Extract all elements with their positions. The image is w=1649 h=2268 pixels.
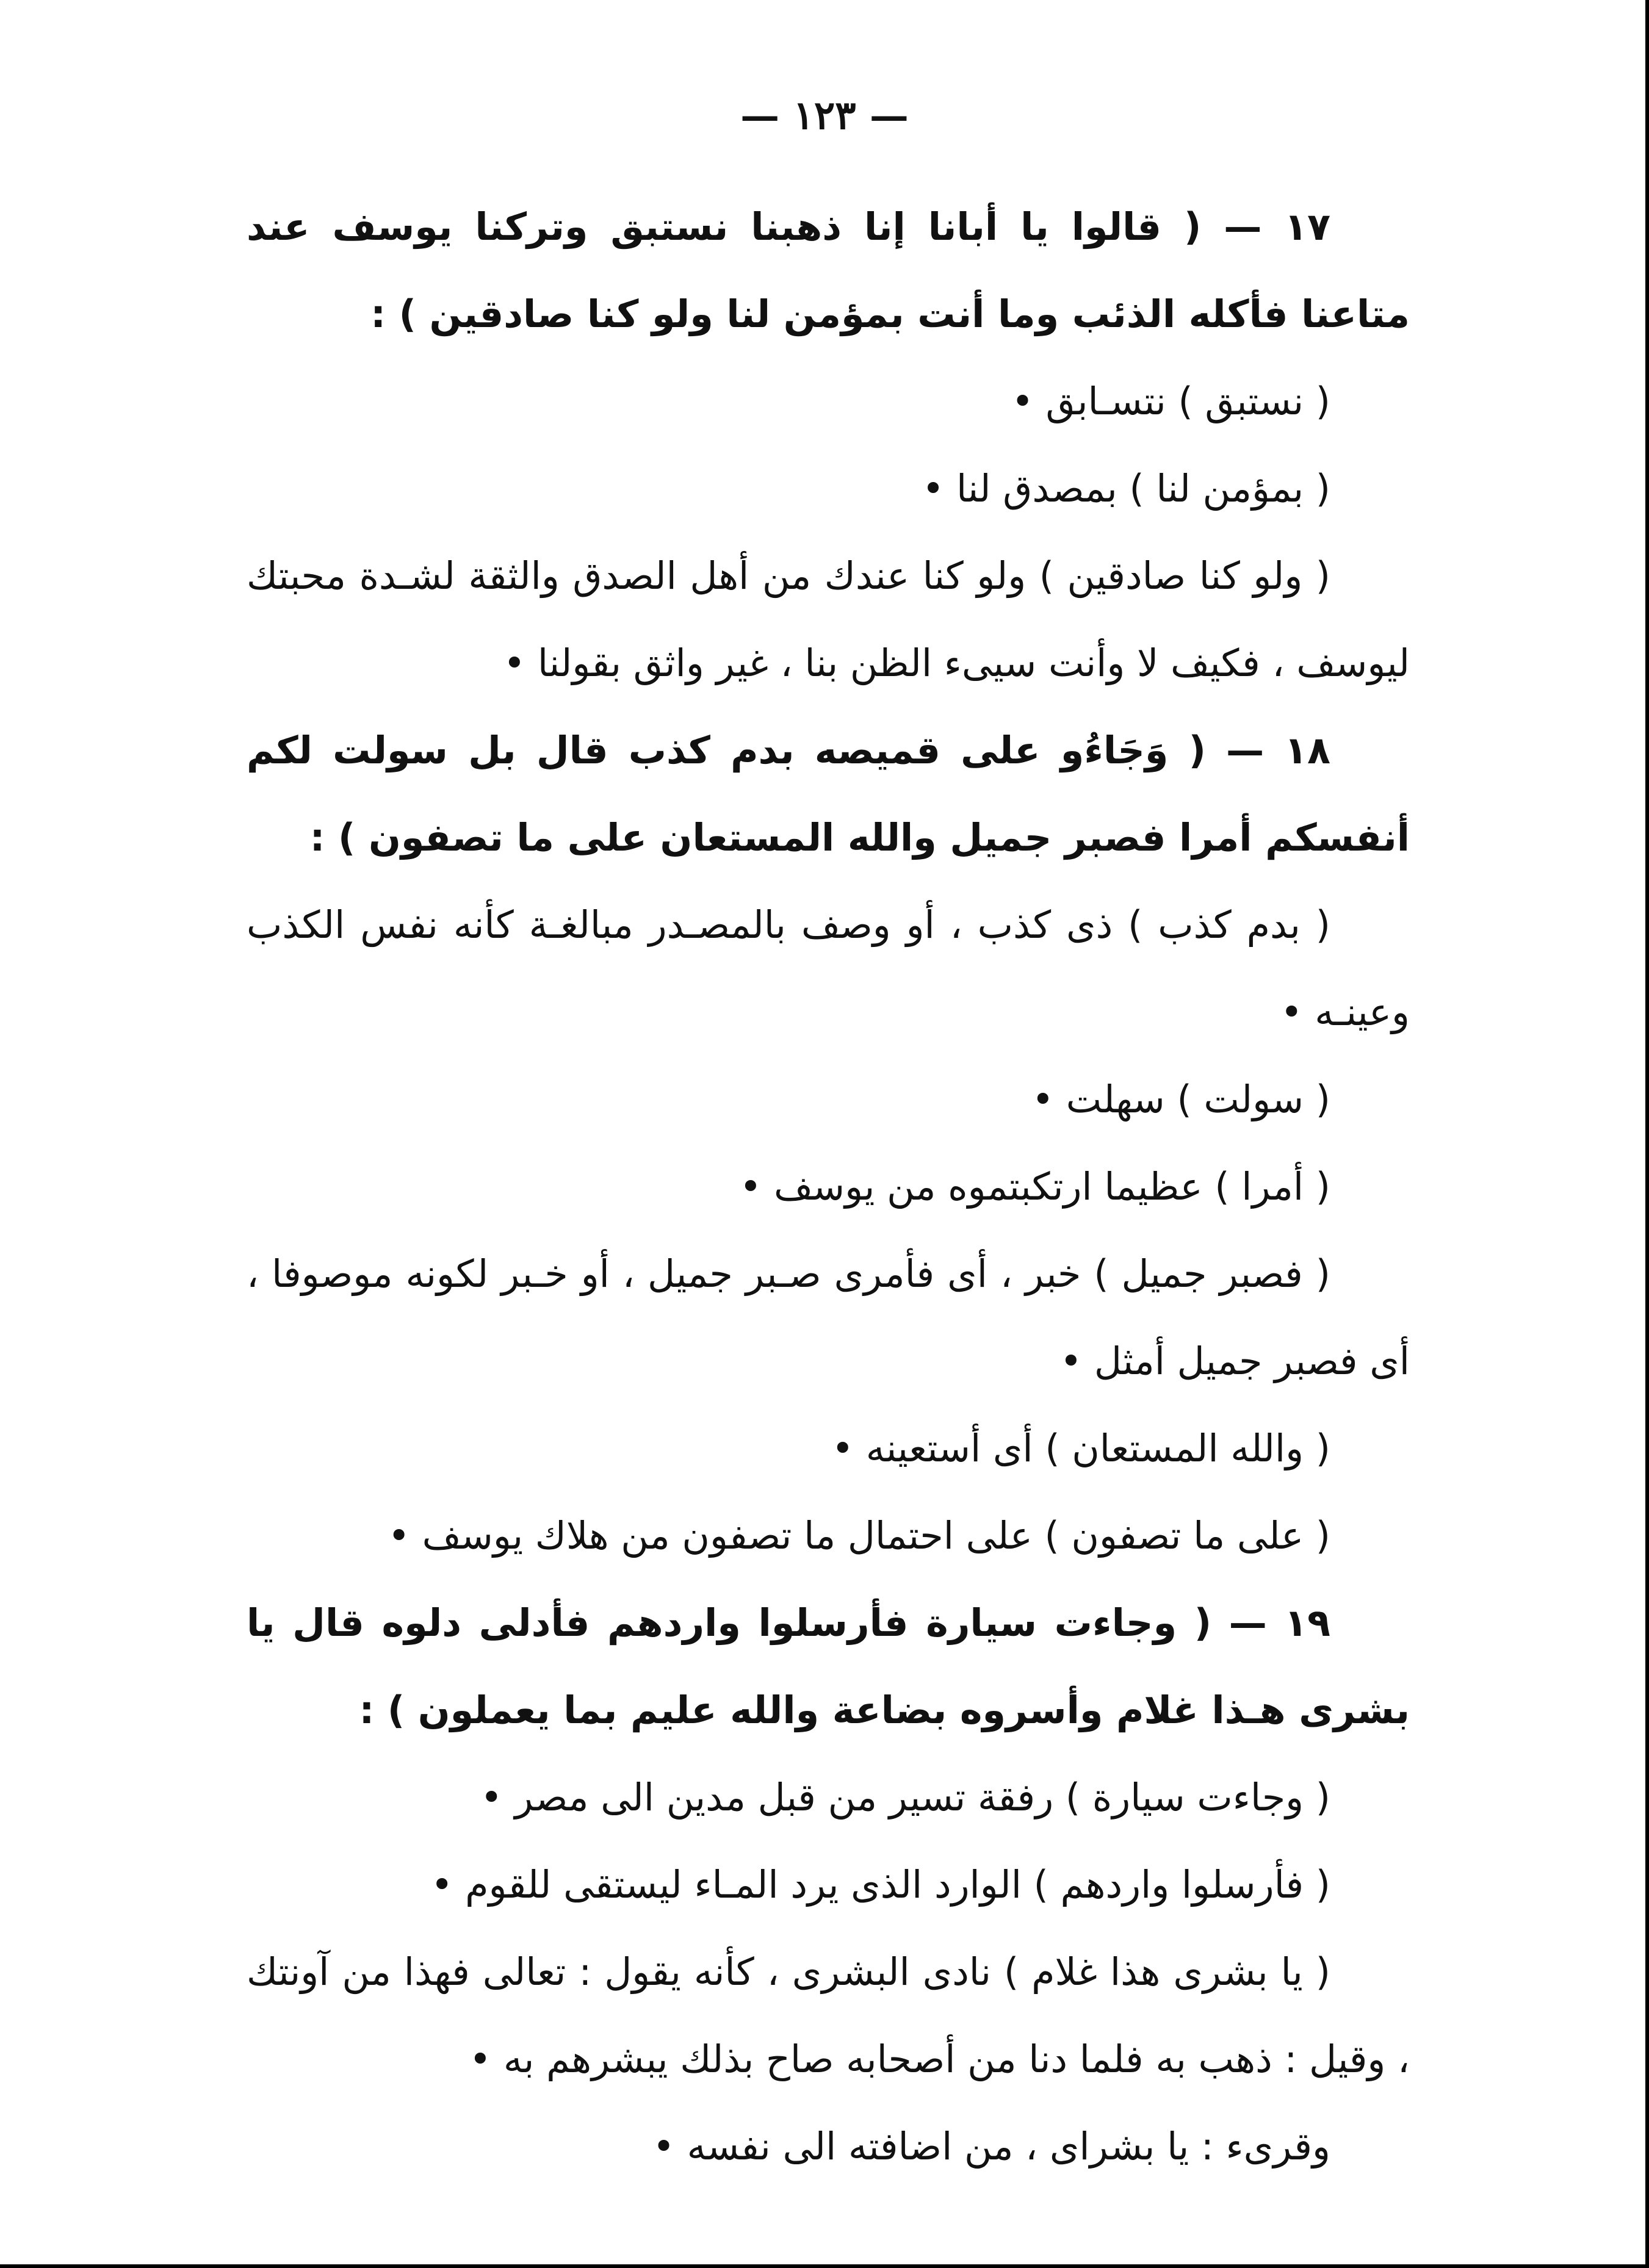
verse-18: ١٨ — ( وَجَاءُو على قميصه بدم كذب قال بل سولت لكم أنفسكم أمرا فصبر جميل والله المستعان على ما تصفون ) : <box>247 728 1410 860</box>
gloss-nastabiq: ( نستبق ) نتسـابق • <box>1011 379 1330 423</box>
verse-17: ١٧ — ( قالوا يا أبانا إنا ذهبنا نستبق وتركنا يوسف عند متاعنا فأكله الذئب وما أنت بمؤمن لنا ولو كنا صادقين ) : <box>247 204 1410 336</box>
page-edge-bottom <box>0 2264 1649 2268</box>
gloss-ya-bushra: ( يا بشرى هذا غلام ) نادى البشرى ، كأنه يقول : تعالى فهذا من آونتك ، وقيل : ذهب به فلما دنا من أصحابه صاح بذلك يبشرهم به • <box>247 1949 1410 2081</box>
gloss-fasabrun-jamil: ( فصبر جميل ) خبر ، أى فأمرى صـبر جميل ، أو خـبر لكونه موصوفا ، أى فصبر جميل أمثل • <box>247 1251 1410 1383</box>
gloss-sayyara: ( وجاءت سيارة ) رفقة تسير من قبل مدين الى مصر • <box>480 1775 1330 1820</box>
gloss-sadiqin: ( ولو كنا صادقين ) ولو كنا عندك من أهل الصدق والثقة لشـدة محبتك ليوسف ، فكيف لا وأنت سيىء الظن بنا ، غير واثق بقولنا • <box>247 553 1410 685</box>
gloss-sawwalat: ( سولت ) سهلت • <box>1031 1077 1330 1121</box>
page-edge-right <box>1645 0 1649 2268</box>
gloss-amran: ( أمرا ) عظيما ارتكبتموه من يوسف • <box>739 1164 1330 1209</box>
page-number: — ١٢٣ — <box>740 93 909 139</box>
page-text <box>247 183 1410 2190</box>
gloss-qiraa: وقرىء : يا بشراى ، من اضافته الى نفسه • <box>652 2124 1330 2169</box>
gloss-waridahum: ( فأرسلوا واردهم ) الوارد الذى يرد المـاء ليستقى للقوم • <box>430 1862 1330 1907</box>
gloss-bimumin: ( بمؤمن لنا ) بمصدق لنا • <box>922 466 1330 511</box>
gloss-bidam-kadhib: ( بدم كذب ) ذى كذب ، أو وصف بالمصـدر مبالغـة كأنه نفس الكذب وعينـه • <box>247 902 1410 1034</box>
gloss-tasifun: ( على ما تصفون ) على احتمال ما تصفون من هلاك يوسف • <box>388 1513 1330 1558</box>
gloss-mustaan: ( والله المستعان ) أى أستعينه • <box>831 1426 1330 1471</box>
verse-19: ١٩ — ( وجاءت سيارة فأرسلوا واردهم فأدلى دلوه قال يا بشرى هـذا غلام وأسروه بضاعة والله عليم بما يعملون ) : <box>247 1600 1410 1732</box>
